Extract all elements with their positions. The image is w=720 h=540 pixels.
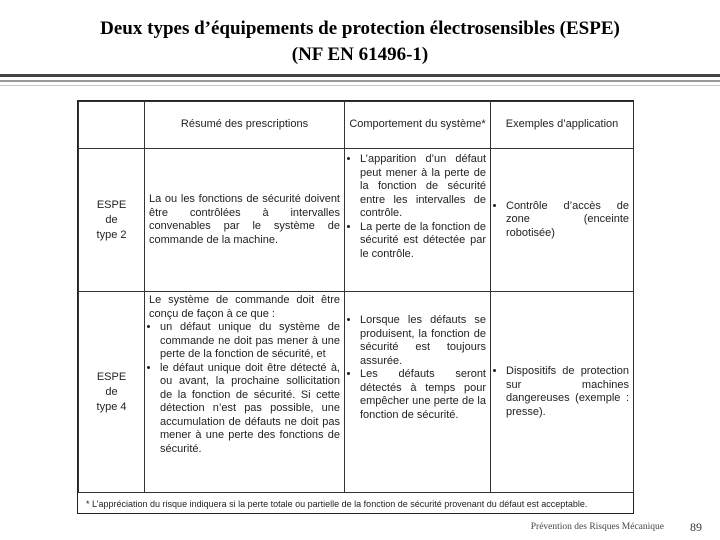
title-rule-medium (0, 80, 720, 82)
header-summary: Résumé des prescriptions (145, 102, 345, 149)
summary-cell (145, 149, 345, 292)
header-behaviour: Comportement du système* (345, 102, 491, 149)
footer-text: Prévention des Risques Mécanique (530, 522, 664, 532)
behaviour-item: • La perte de la fonction de sécurité est détectée par le contrôle. (360, 221, 486, 262)
examples-cell (491, 149, 634, 292)
type-label: ESPE (96, 370, 127, 383)
title-line-2: (NF EN 61496-1) (291, 44, 429, 65)
behaviour-item: • Les défauts seront détectés à temps pour empêcher une perte de la fonction de sécurité. (360, 368, 486, 422)
slide-title (0, 16, 720, 68)
behaviour-item: • L’apparition d’un défaut peut mener à la perte de la fonction de sécurité entre les intervalles de contrôle. (360, 153, 486, 221)
type-label: de (105, 385, 118, 398)
table-header-row (79, 102, 634, 149)
table-footnote: * L’appréciation du risque indiquera si la perte totale ou partielle de la fonction de sécurité provenant du défaut est acceptable. (86, 499, 588, 509)
type-cell (79, 292, 145, 493)
behaviour-item: • Lorsque les défauts se produisent, la fonction de sécurité est toujours assurée. (360, 314, 486, 368)
table-row (79, 292, 634, 493)
table-row (79, 149, 634, 292)
type-label: ESPE (96, 198, 127, 211)
summary-item: • le défaut unique doit être détecté à, ou avant, la prochaine sollicitation de la fonction de sécurité. Si cette détection n’est pas possible, une accumulation de défauts ne doit pas mener à une perte des fonctions de sécurité. (160, 362, 340, 457)
title-line-1: Deux types d’équipements de protection électrosensibles (ESPE) (100, 18, 620, 39)
summary-item: • un défaut unique du système de commande ne doit pas mener à une perte de la fonction de sécurité, et (160, 321, 340, 362)
summary-cell (145, 292, 345, 493)
page-number: 89 (690, 520, 702, 534)
espe-table (78, 101, 634, 493)
type-label: type 4 (96, 400, 127, 413)
type-label: type 2 (96, 228, 127, 241)
summary-text: La ou les fonctions de sécurité doivent être contrôlées à intervalles convenables par le système de commande de la machine. (149, 193, 340, 246)
type-cell (79, 149, 145, 292)
header-empty-cell (79, 102, 145, 149)
title-rule-thick (0, 74, 720, 77)
summary-intro: Le système de commande doit être conçu de façon à ce que : (149, 294, 340, 320)
title-rule-thin (0, 85, 720, 86)
behaviour-cell (345, 149, 491, 292)
espe-table-figure (77, 100, 634, 514)
type-label: de (105, 213, 118, 226)
header-examples: Exemples d’application (491, 102, 634, 149)
examples-cell (491, 292, 634, 493)
example-item: • Contrôle d’accès de zone (enceinte robotisée) (506, 200, 629, 241)
behaviour-cell (345, 292, 491, 493)
example-item: • Dispositifs de protection sur machines dangereuses (exemple : presse). (506, 365, 629, 419)
